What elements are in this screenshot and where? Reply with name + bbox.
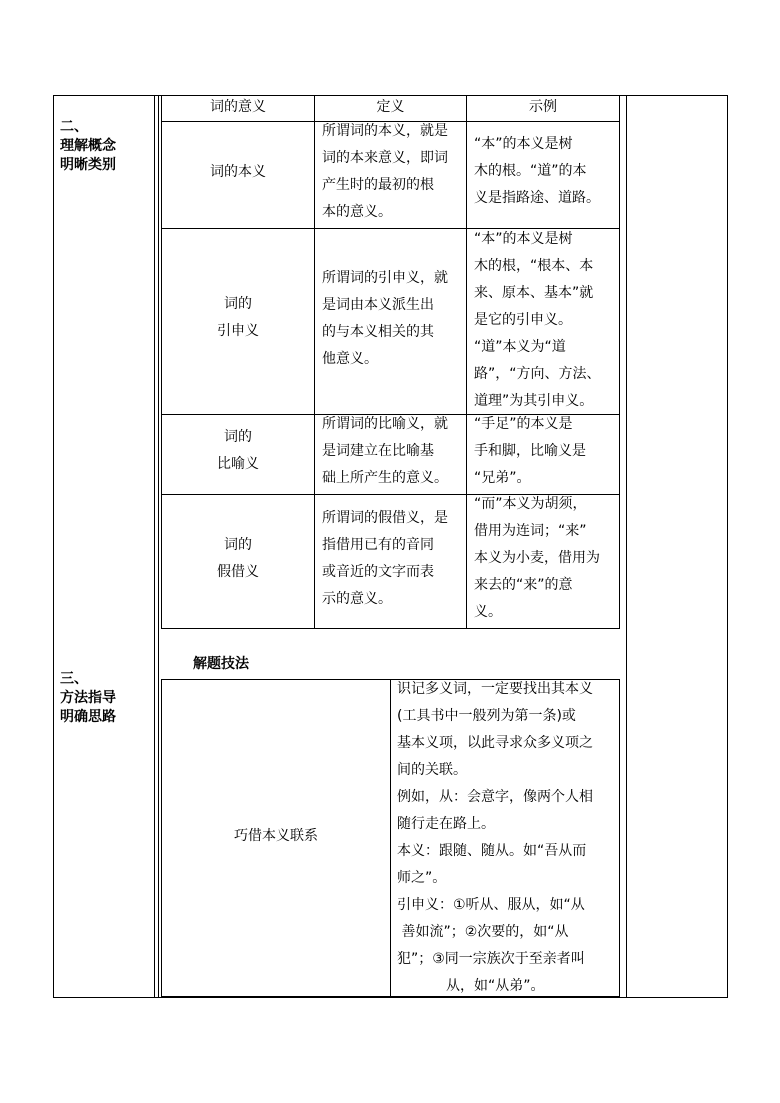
t1-col-divider-1 (314, 95, 315, 629)
t1-header-meaning: 词的意义 (210, 99, 266, 115)
column-divider-1 (154, 95, 155, 998)
column-divider-1b (158, 95, 159, 998)
t1-bottom (161, 628, 620, 629)
t1-col-divider-2 (466, 95, 467, 629)
t1-row2-definition: 所谓词的引申义，就 是词由本义派生出 的与本义相关的其 他意义。 (322, 270, 448, 367)
technique-title: 解题技法 (193, 656, 249, 672)
t1-row1-name: 词的本义 (210, 164, 266, 180)
t1-row1-definition: 所谓词的本义，就是 词的本来意义，即词 产生时的最初的根 本的意义。 (322, 123, 448, 220)
section-two-number: 二、 (60, 119, 88, 135)
t1-row1-example: “本”的本义是树 木的根。“道”的本 义是指路途、道路。 (474, 136, 600, 206)
t1-row4-definition: 所谓词的假借义，是 指借用已有的音同 或音近的文字而表 示的意义。 (322, 510, 448, 607)
t1-row2-name: 词的 引申义 (217, 296, 259, 339)
t2-divider (390, 679, 391, 997)
t1-right (619, 95, 620, 629)
section-two-line2: 明晰类别 (60, 157, 116, 173)
section-three-heading (60, 670, 116, 727)
t1-header-definition: 定义 (376, 99, 405, 115)
t2-content: 识记多义词，一定要找出其本义 (工具书中一般列为第一条)或 基本义项，以此寻求众多义项之 间的关联。 例如，从：会意字，像两个人相 随行走在路上。 本义：跟随、随从。如“吾从而 师之”。 引申义：①听从、服从，如“从 善如流”；②次要的，如“从 犯”；③同一宗族次于至亲者叫 从，如“从弟”。 (397, 681, 593, 994)
section-three-line1: 方法指导 (60, 690, 116, 706)
section-two-line1: 理解概念 (60, 138, 116, 154)
section-three-number: 三、 (60, 671, 88, 687)
column-divider-2 (626, 95, 627, 998)
t1-header-example: 示例 (529, 99, 557, 115)
outer-left-border (53, 95, 54, 998)
t1-row3-definition: 所谓词的比喻义，就 是词建立在比喻基 础上所产生的意义。 (322, 416, 448, 486)
t1-row3-name: 词的 比喻义 (217, 429, 259, 472)
t1-row2-example: “本”的本义是树 木的根，“根本、本 来、原本、基本”就 是它的引申义。 “道”本义为“道 路”，“方向、方法、 道理”为其引申义。 (474, 231, 601, 409)
t1-row3-example: “手足”的本义是 手和脚，比喻义是 “兄弟”。 (474, 416, 586, 486)
t1-row4-example: “而”本义为胡须， 借用为连词；“来” 本义为小麦，借用为 来去的“来”的意 义。 (474, 496, 600, 620)
t2-right (619, 679, 620, 997)
section-three-line2: 明确思路 (60, 709, 116, 725)
t1-row4-name: 词的 假借义 (217, 537, 259, 580)
outer-right-border (727, 95, 728, 998)
t2-name: 巧借本义联系 (234, 828, 318, 844)
section-two-heading (60, 118, 116, 175)
